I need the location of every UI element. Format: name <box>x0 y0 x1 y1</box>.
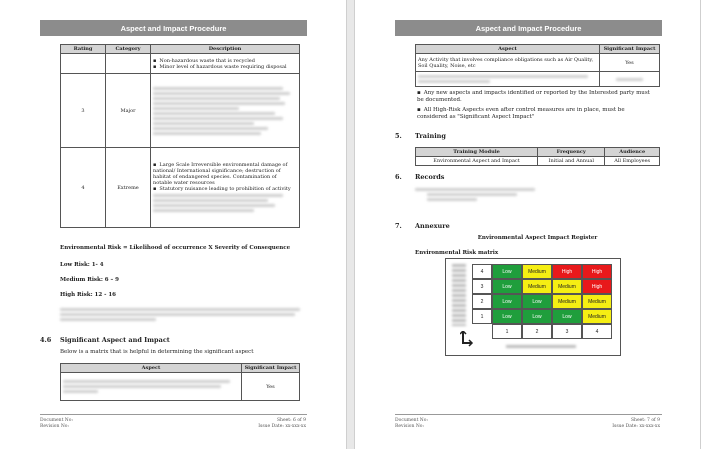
row3-bullet-1: ▪ Large Scale Irreversible environmental damage of national/ International significance; destruction of habitat of endangered species. Contamination of notable water resources <box>153 162 297 186</box>
blurred-paragraph <box>60 306 300 323</box>
matrix-col-label: 3 <box>552 324 582 339</box>
low-risk: Low Risk: 1- 4 <box>60 262 104 268</box>
page-header: Aspect and Impact Procedure <box>40 20 307 36</box>
matrix-col-label: 2 <box>522 324 552 339</box>
matrix-title: Environmental Risk matrix <box>415 250 499 256</box>
category-extreme: Extreme <box>106 148 151 228</box>
matrix-cell: Medium <box>582 294 612 309</box>
footer-right <box>612 418 660 430</box>
frequency-header: Frequency <box>538 148 605 157</box>
training-frequency: Initial and Annual <box>538 157 605 166</box>
matrix-cell: Medium <box>522 264 552 279</box>
row1-bullet-1: ▪ Non-hazardous waste that is recycled <box>153 58 297 64</box>
training-title: Training <box>415 132 446 140</box>
bullet-list <box>417 90 657 121</box>
col-category: Category <box>106 45 151 54</box>
matrix-row-label: 4 <box>472 264 492 279</box>
matrix-cell: Medium <box>552 279 582 294</box>
records-blurred <box>415 186 615 203</box>
matrix-cell: Medium <box>582 309 612 324</box>
rev-no: Revision No: <box>395 424 424 429</box>
row3-bullet-2: ▪ Statutory nuisance leading to prohibition of activity <box>153 186 297 192</box>
row1-bullet-2: ▪ Minor level of hazardous waste requiring disposal <box>153 64 297 70</box>
rating-3: 3 <box>61 74 106 148</box>
matrix-col-label: 1 <box>492 324 522 339</box>
col-rating: Rating <box>61 45 106 54</box>
row2-blurred <box>151 74 300 148</box>
section-title: Significant Aspect and Impact <box>60 336 170 344</box>
page-left <box>0 0 347 449</box>
issue-date: Issue Date: xx-xxx-xx <box>258 424 306 429</box>
aspect-table <box>60 363 300 401</box>
bullet-2: ▪ All High-Risk Aspects even after control measures are in place, must be considered as "Significant Aspect Impact" <box>417 107 657 121</box>
training-num: 5. <box>395 132 402 140</box>
aspect-yes: Yes <box>242 373 300 401</box>
matrix-cell: High <box>582 264 612 279</box>
doc-no: Document No: <box>40 418 73 423</box>
page-right <box>354 0 701 449</box>
footer-left <box>395 418 428 430</box>
sheet-no: Sheet: 7 of 9 <box>630 418 660 423</box>
bullet-1: ▪ Any new aspects and impacts identified or reported by the Interested party must be documented. <box>417 90 657 104</box>
matrix-cell: Low <box>522 309 552 324</box>
training-module-header: Training Module <box>416 148 538 157</box>
risk-formula: Environmental Risk = Likelihood of occurrence X Severity of Consequence <box>60 245 291 251</box>
aspect-row1: Any Activity that involves compliance obligations such as Air Quality, Soil Quality, Noise, etc <box>416 54 600 72</box>
matrix-cell: Low <box>522 294 552 309</box>
annexure-title: Annexure <box>415 222 450 230</box>
page-header: Aspect and Impact Procedure <box>395 20 662 36</box>
category-major: Major <box>106 74 151 148</box>
aspect-header: Aspect <box>416 45 600 54</box>
matrix-cell: Medium <box>522 279 552 294</box>
impact-header: Significant Impact <box>600 45 660 54</box>
high-risk: High Risk: 12 - 16 <box>60 292 116 298</box>
aspect-row1-val: Yes <box>600 54 660 72</box>
matrix-col-label: 4 <box>582 324 612 339</box>
matrix-row-label: 2 <box>472 294 492 309</box>
matrix-cell: Low <box>492 264 522 279</box>
annexure-num: 7. <box>395 222 402 230</box>
footer-left <box>40 418 73 430</box>
impact-header: Significant Impact <box>242 364 300 373</box>
matrix-cell: Medium <box>552 294 582 309</box>
aspect-header: Aspect <box>61 364 242 373</box>
register-title: Environmental Aspect Impact Register <box>477 235 598 241</box>
matrix-cell: Low <box>492 309 522 324</box>
audience-header: Audience <box>605 148 660 157</box>
matrix-cell: Low <box>492 279 522 294</box>
records-title: Records <box>415 173 445 181</box>
x-axis-blurred-label <box>506 345 576 348</box>
medium-risk: Medium Risk: 6 – 9 <box>60 277 120 283</box>
matrix-row-label: 1 <box>472 309 492 324</box>
issue-date: Issue Date: xx-xxx-xx <box>612 424 660 429</box>
rev-no: Revision No: <box>40 424 69 429</box>
records-num: 6. <box>395 173 402 181</box>
matrix-cell: Low <box>552 309 582 324</box>
aspect-table-2 <box>415 44 660 87</box>
matrix-cell: Low <box>492 294 522 309</box>
training-audience: All Employees <box>605 157 660 166</box>
footer-right <box>258 418 306 430</box>
training-table <box>415 147 660 166</box>
matrix-row-label: 3 <box>472 279 492 294</box>
col-description: Description <box>151 45 300 54</box>
sheet-no: Sheet: 6 of 9 <box>276 418 306 423</box>
rating-table <box>60 44 300 228</box>
risk-matrix <box>445 258 621 356</box>
corner-arrow-icon <box>460 331 474 347</box>
training-module: Environmental Aspect and Impact <box>416 157 538 166</box>
section-text: Below is a matrix that is helpful in determining the significant aspect <box>60 349 254 355</box>
rating-4: 4 <box>61 148 106 228</box>
matrix-cell: High <box>552 264 582 279</box>
y-axis-blurred-label <box>452 264 466 326</box>
matrix-cell: High <box>582 279 612 294</box>
section-number: 4.6 <box>40 336 52 344</box>
doc-no: Document No: <box>395 418 428 423</box>
